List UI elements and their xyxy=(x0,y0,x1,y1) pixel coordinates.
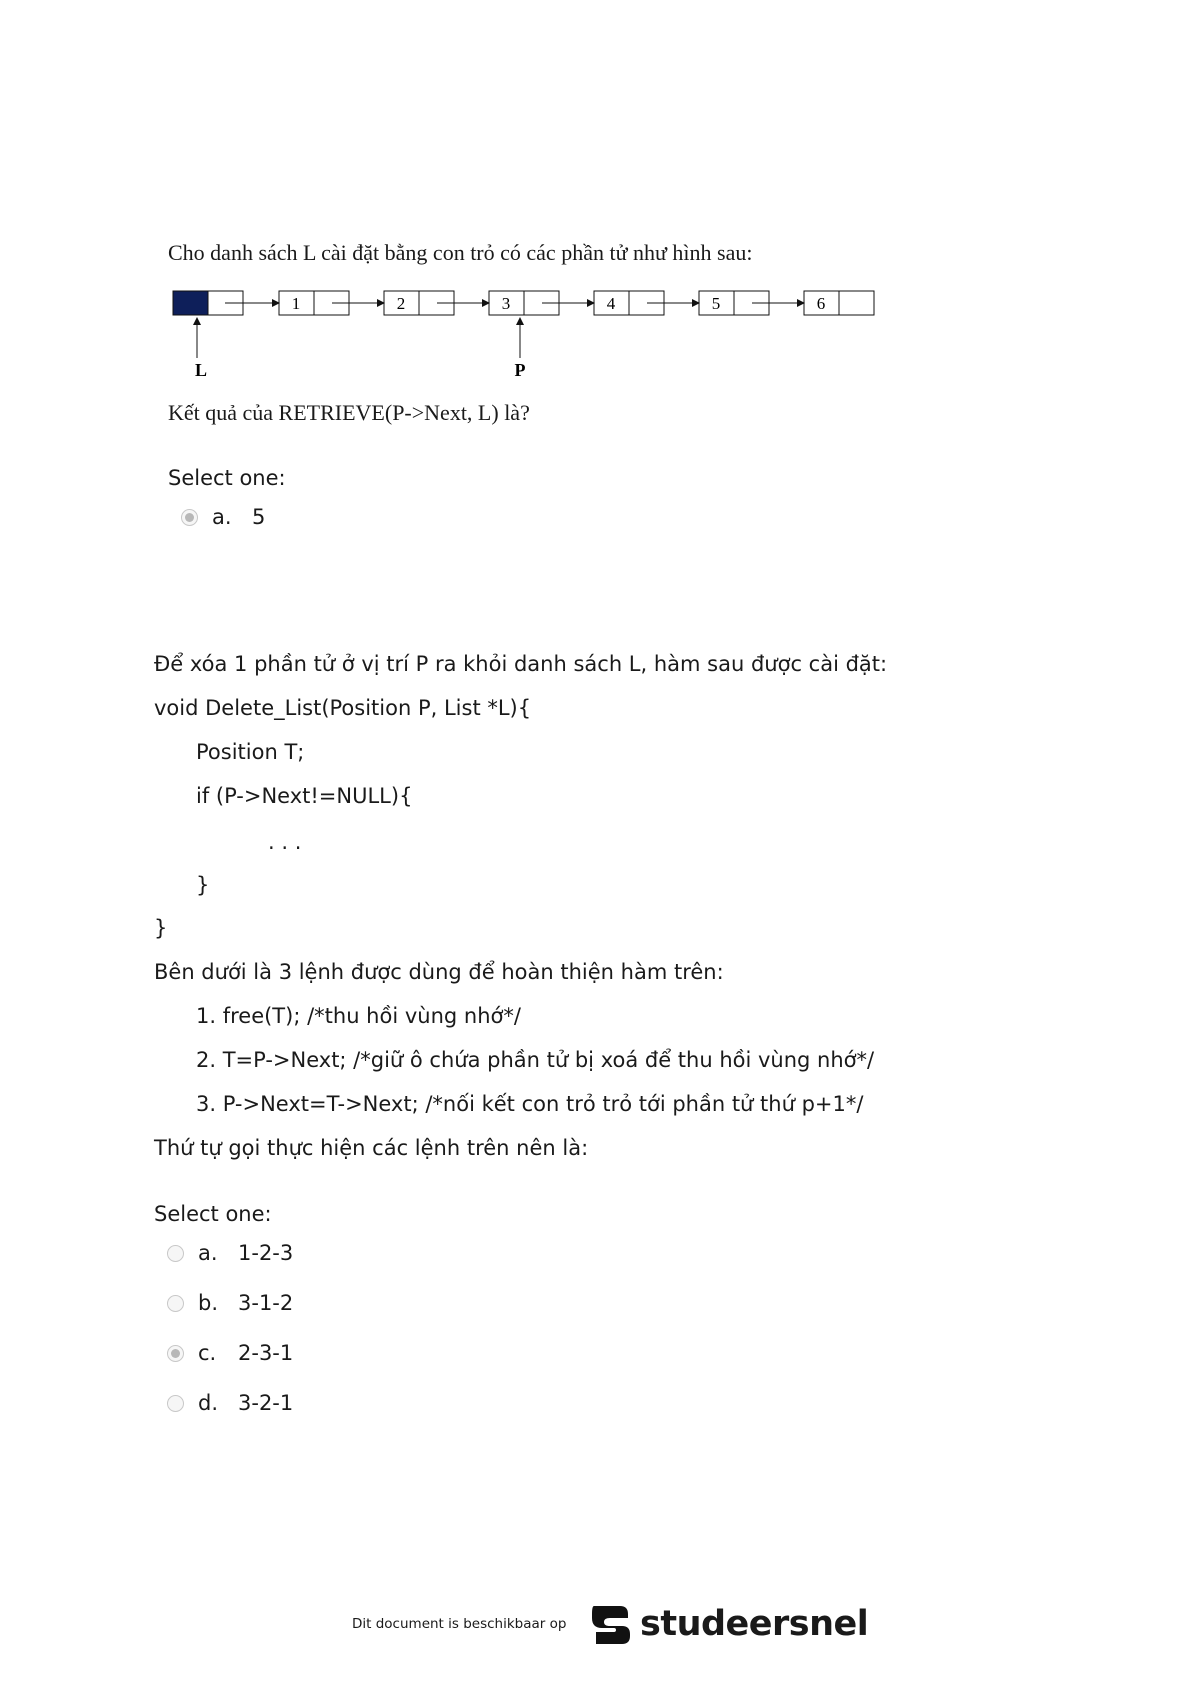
question-2-option-b[interactable] xyxy=(167,1291,293,1315)
option-value: 1-2-3 xyxy=(238,1241,294,1265)
radio-icon[interactable] xyxy=(167,1295,184,1312)
node-value-6: 6 xyxy=(816,294,826,313)
node-value-5: 5 xyxy=(711,294,721,313)
list-node-3 xyxy=(489,291,594,315)
list-node-1 xyxy=(279,291,384,315)
code-function-signature: void Delete_List(Position P, List *L){ xyxy=(154,696,532,720)
list-node-2 xyxy=(384,291,489,315)
option-letter: b. xyxy=(198,1291,219,1315)
question-2-intro: Để xóa 1 phần tử ở vị trí P ra khỏi danh sách L, hàm sau được cài đặt: xyxy=(154,652,888,676)
question-1-text: Kết quả của RETRIEVE(P->Next, L) là? xyxy=(168,400,530,425)
radio-checked-icon[interactable] xyxy=(181,509,198,526)
footer-availability-text: Dit document is beschikbaar op xyxy=(352,1616,567,1632)
option-value: 3-1-2 xyxy=(238,1291,294,1315)
node-value-1: 1 xyxy=(291,294,301,313)
statement-3: 3. P->Next=T->Next; /*nối kết con trỏ trỏ tới phần tử thứ p+1*/ xyxy=(196,1092,864,1116)
question-2-select-label: Select one: xyxy=(154,1202,272,1226)
statement-1: 1. free(T); /*thu hồi vùng nhớ*/ xyxy=(196,1004,521,1028)
option-letter: d. xyxy=(198,1391,219,1415)
list-node-6 xyxy=(804,291,874,315)
radio-icon[interactable] xyxy=(167,1245,184,1262)
code-ellipsis: . . . xyxy=(268,830,302,854)
option-letter: c. xyxy=(198,1341,217,1365)
studeersnel-logo-icon xyxy=(586,1600,634,1648)
code-outer-brace: } xyxy=(154,916,168,940)
radio-icon[interactable] xyxy=(167,1395,184,1412)
studeersnel-brand[interactable] xyxy=(586,1600,868,1648)
option-letter: a. xyxy=(212,505,232,529)
question-2-text: Thứ tự gọi thực hiện các lệnh trên nên là: xyxy=(154,1136,589,1160)
pointer-label-l: L xyxy=(194,360,208,380)
node-value-2: 2 xyxy=(396,294,406,313)
linked-list-diagram xyxy=(170,288,880,388)
option-value: 5 xyxy=(252,505,266,529)
pointer-label-p: P xyxy=(514,360,526,380)
option-letter: a. xyxy=(198,1241,218,1265)
code-if-statement: if (P->Next!=NULL){ xyxy=(196,784,413,808)
header-node-filled xyxy=(173,291,208,315)
statement-2: 2. T=P->Next; /*giữ ô chứa phần tử bị xoá để thu hồi vùng nhớ*/ xyxy=(196,1048,875,1072)
question-2-option-c[interactable] xyxy=(167,1341,293,1365)
question-2-statement-intro: Bên dưới là 3 lệnh được dùng để hoàn thiện hàm trên: xyxy=(154,960,724,984)
option-value: 2-3-1 xyxy=(238,1341,294,1365)
list-node-5 xyxy=(699,291,804,315)
question-2-option-d[interactable] xyxy=(167,1391,293,1415)
list-node-4 xyxy=(594,291,699,315)
brand-name: studeersnel xyxy=(640,1604,869,1644)
question-1-option-a[interactable] xyxy=(181,505,265,529)
code-declaration: Position T; xyxy=(196,740,305,764)
question-2-option-a[interactable] xyxy=(167,1241,293,1265)
node-value-3: 3 xyxy=(501,294,511,313)
code-inner-brace: } xyxy=(196,873,210,897)
question-1-select-label: Select one: xyxy=(168,466,286,490)
question-1-prompt: Cho danh sách L cài đặt bằng con trỏ có các phần tử như hình sau: xyxy=(168,240,753,265)
node-value-4: 4 xyxy=(606,294,616,313)
radio-checked-icon[interactable] xyxy=(167,1345,184,1362)
option-value: 3-2-1 xyxy=(238,1391,294,1415)
